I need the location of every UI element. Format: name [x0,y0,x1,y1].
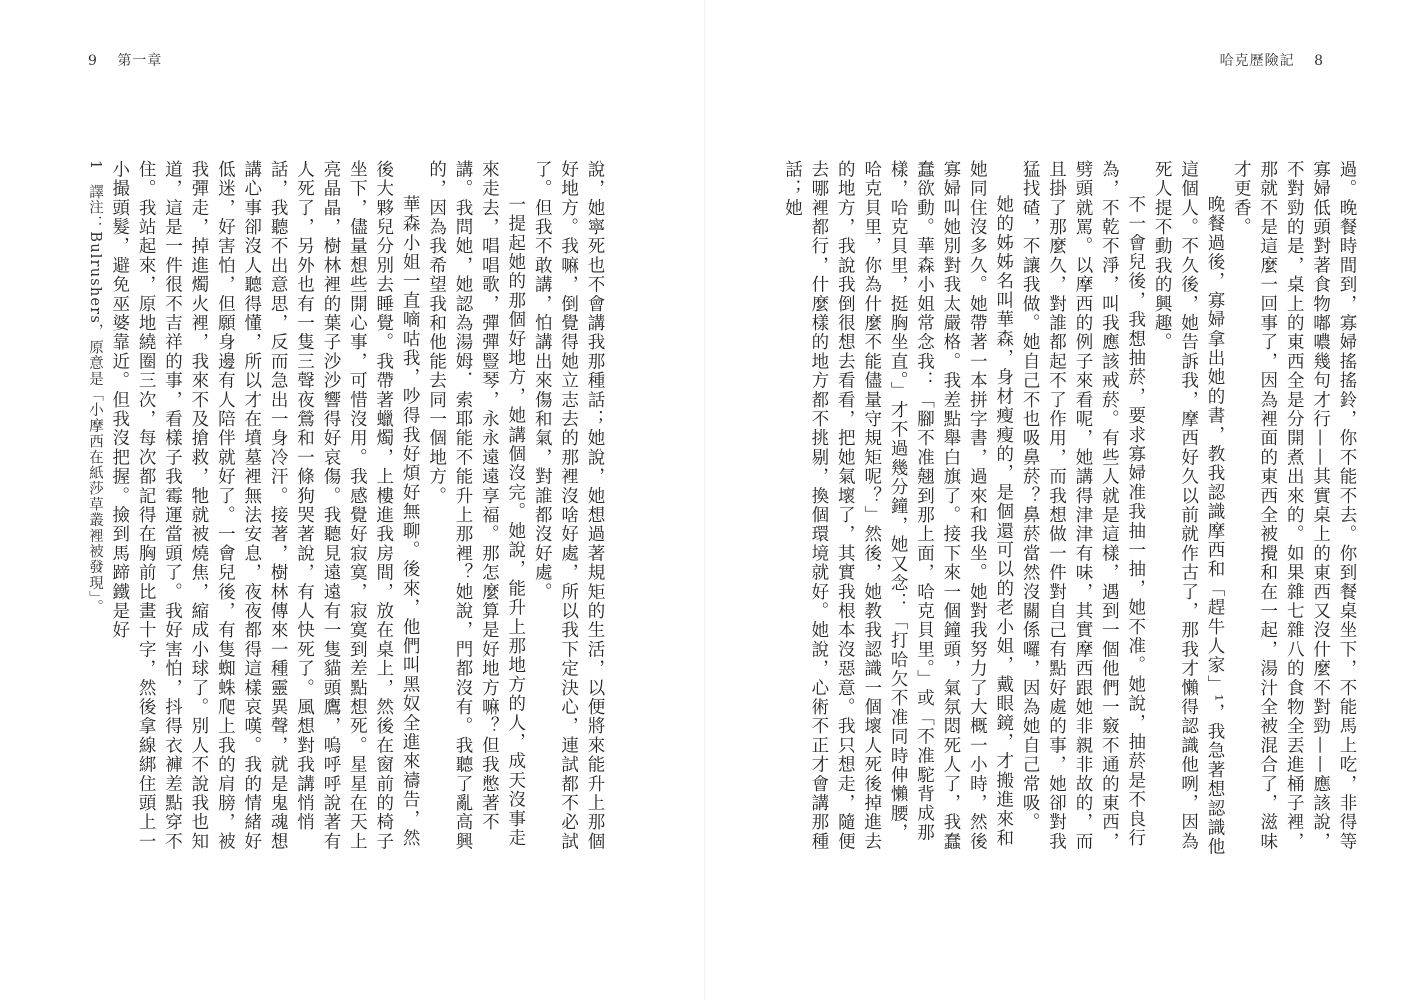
paragraph: 說，她寧死也不會講我那種話；她說，她想過著規矩的生活，以便將來能升上那個好地方。我嘛，倒覺得她立志去的那裡沒啥好處，所以我下定決心，連試都不必試了。但我不敢講，怕講出來傷和氣，對誰都沒好處。 [532,160,605,852]
paragraph: 她的姊姊名叫華森，身材瘦瘦的，是個還可以的老小姐，戴眼鏡，才搬進來和她同住沒多久。她帶著一本拼字書，過來和我坐。她對我努力了大概一小時，然後寡婦叫她別對我太嚴格。我差點舉白旗了。接下來一個鐘頭，氣氛悶死人了，我蠢蠢欲動。華森小姐常念我：「腳不准翹到那上面，哈克貝里。」或「不准駝背成那樣，哈克貝里，挺胸坐直。」才不過幾分鐘，她又念：「打哈欠不准同時伸懶腰，哈克貝里，你為什麼不能儘量守規矩呢？」然後，她教我認識一個壞人死後掉進去的地方，我說我倒很想去看看，把她氣壞了，其實我根本沒惡意。我只想走，隨便去哪裡都行，什麼樣的地方都不挑剔，換個環境就好。她說，心術不正才會講那種話；她 [782,160,1014,852]
paragraph: 過。晚餐時間到，寡婦搖搖鈴，你不能不去。你到餐桌坐下，不能馬上吃，非得等寡婦低頭對著食物嘟噥幾句才行——其實桌上的東西又沒什麼不對勁——應該說，不對勁的是，桌上的東西全是分開煮出來的。如果雜七雜八的食物全丟進桶子裡，那就不是這麼一回事了，因為裡面的東西全被攪和在一起，湯汁全被混合了，滋味才更香。 [1231,160,1357,852]
footnote-number: 1 [87,160,103,171]
left-page-header [74,50,162,70]
footnote-text: 譯注：Bulrushers，原意是「小摩西在紙莎草叢裡被發現」。 [87,184,103,616]
left-page-body [109,160,608,860]
footnote [76,160,106,760]
right-page-header [1220,50,1338,70]
left-page-number: 9 [88,53,98,69]
page-gutter [704,0,706,1000]
right-page-number: 8 [1314,53,1324,69]
right-page-body [782,160,1360,860]
paragraph: 一提起她的那個好地方，她講個沒完。她說，能升上那地方的人，成天沒事走來走去，唱唱歌，彈彈豎琴，永永遠遠享福。那怎麼算是好地方嘛？但我憋著不講。我問她，她認為湯姆．索耶能不能升上那裡？她說，門都沒有。我聽了亂高興的，因為我希望我和他能去同一個地方。 [426,160,526,852]
paragraph: 華森小姐一直嘀咕我，吵得我好煩好無聊。後來，他們叫黑奴全進來禱告，然後大夥兒分別去睡覺。我帶著蠟燭，上樓進我房間，放在桌上，然後在窗前的椅子坐下，儘量想些開心事，可惜沒用。我感覺好寂寞，寂寞到差點想死。星星在天上亮晶晶，樹林裡的葉子沙沙響得好哀傷。我聽見遠遠有一隻貓頭鷹，嗚呼呼說著有人死了，另外也有一隻三聲夜鶯和一條狗哭著說，有人快死了。風想對我講悄悄話，我聽不出意思，反而急出一身冷汗。接著，樹林傳來一種靈異聲，就是鬼魂想講心事卻沒人聽得懂，所以才在墳墓裡無法安息，夜夜都得這樣哀嘆。我的情緒好低迷，好害怕，但願身邊有人陪伴就好了。一會兒後，有隻蜘蛛爬上我的肩膀，被我彈走，掉進燭火裡，我來不及搶救，牠就被燒焦，縮成小球了。別人不說我也知道，這是一件很不吉祥的事，看樣子我霉運當頭了。我好害怕，抖得衣褲差點穿不住。我站起來，原地繞圈三次，每次都記得在胸前比畫十字，然後拿線綁住頭上一小撮頭髮，避免巫婆靠近。但我沒把握。撿到馬蹄鐵是好 [109,160,421,852]
paragraph: 不一會兒後，我想抽菸，要求寡婦准我抽一抽，她不准。她說，抽菸是不良行為，不乾不淨，叫我應該戒菸。有些人就是這樣，遇到一個他們一竅不通的東西，劈頭就罵。以摩西的例子來看呢，她講得津津有味，其實摩西跟她非親非故的，而且掛了那麼久，對誰都起不了作用，而我想做一件對自己有點好處的事，她卻對我猛找碴，不讓我做。她自己不也吸鼻菸？鼻菸當然沒關係囉，因為她自己常吸。 [1020,160,1146,852]
paragraph: 晚餐過後，寡婦拿出她的書，教我認識摩西和「趕牛人家」¹，我急著想認識他這個人。不久後，她告訴我，摩西好久以前就作古了，那我才懶得認識他咧，因為死人提不動我的興趣。 [1152,160,1225,857]
right-running-head: 哈克歷險記 [1219,53,1295,69]
left-running-head: 第一章 [117,53,163,69]
